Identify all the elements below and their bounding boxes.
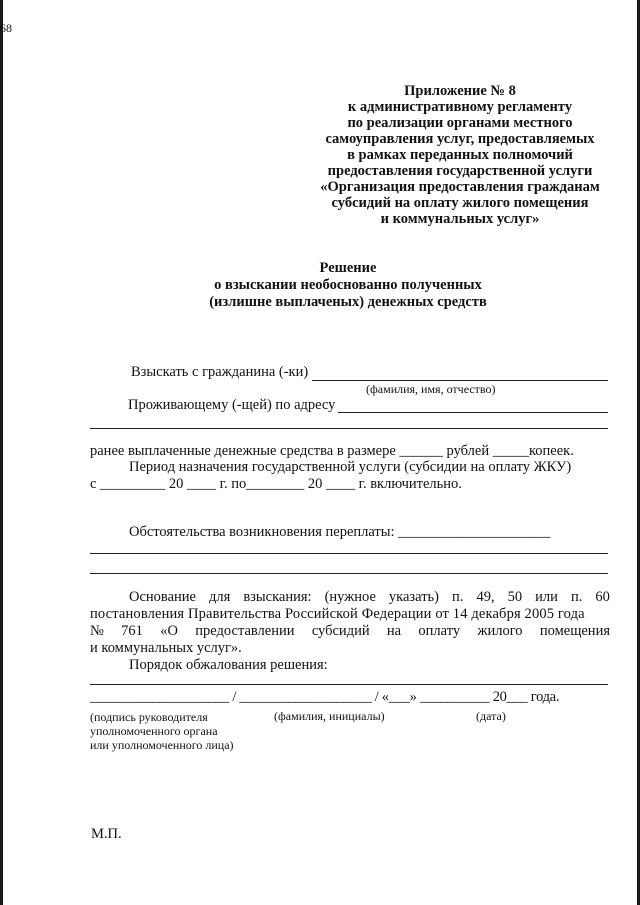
caption-date: (дата)	[476, 709, 506, 723]
basis-word: «О	[160, 623, 178, 639]
basis-word: указать)	[388, 589, 439, 605]
basis-word: жилого	[477, 623, 523, 639]
basis-word: (нужное	[324, 589, 376, 605]
basis-word: или	[535, 589, 558, 605]
basis-word: п.	[452, 589, 464, 605]
period-line: Период назначения государственной услуги (субсидии на оплату ЖКУ)	[129, 459, 572, 475]
address-label: Проживающему (-щей) по адресу	[128, 397, 336, 413]
basis-word: 49,	[476, 589, 495, 605]
signature-line: ____________________ / ___________________ / «___» __________ 20___ года.	[90, 689, 560, 705]
decision-subtitle: (излишне выплаченых) денежных средств	[209, 294, 487, 310]
amount-line: ранее выплаченные денежные средства в размере ______ рублей _____копеек.	[90, 443, 574, 459]
appendix-line: субсидий на оплату жилого помещения	[331, 195, 589, 211]
basis-word: п.	[570, 589, 583, 605]
decision-subtitle: о взыскании необоснованно полученных	[214, 277, 482, 293]
appendix-line: предоставления государственной услуги	[327, 163, 593, 179]
caption-sign: или уполномоченного лица)	[90, 738, 234, 752]
caption-name: (фамилия, инициалы)	[274, 709, 385, 723]
appeal-line	[90, 684, 608, 685]
caption-sign: уполномоченного органа	[90, 724, 218, 738]
caption-sign: (подпись руководителя	[90, 710, 208, 724]
appendix-line: в рамках переданных полномочий	[347, 147, 573, 163]
basis-word: помещения	[539, 623, 610, 639]
circumstances-line-2	[90, 573, 608, 574]
basis-word: взыскания:	[243, 589, 312, 605]
basis-word: предоставлении	[195, 623, 295, 639]
basis-word: для	[209, 589, 231, 605]
stamp-place: М.П.	[91, 826, 122, 842]
fio-field-line	[312, 380, 608, 381]
dates-line: с _________ 20 ____ г. по________ 20 ____ г. включительно.	[90, 476, 462, 492]
circumstances-label: Обстоятельства возникновения переплаты: _____________________	[129, 524, 551, 540]
basis-line-3	[90, 623, 610, 640]
basis-line-2: постановления Правительства Российской Федерации от 14 декабря 2005 года	[90, 606, 585, 622]
collect-from-label: Взыскать с гражданина (-ки)	[131, 364, 309, 380]
address-field-line-2	[90, 428, 608, 429]
basis-word: №	[90, 623, 104, 639]
basis-word: Основание	[129, 589, 196, 605]
basis-word: 50	[507, 589, 523, 605]
fio-caption: (фамилия, имя, отчество)	[366, 382, 496, 396]
basis-word: субсидий	[311, 623, 370, 639]
appendix-line: «Организация предоставления гражданам	[320, 179, 600, 195]
page-number: 68	[0, 21, 12, 35]
basis-word: 761	[121, 623, 143, 639]
appendix-line: самоуправления услуг, предоставляемых	[325, 131, 595, 147]
basis-line-4: и коммунальных услуг».	[90, 640, 242, 656]
circumstances-line-1	[90, 553, 608, 554]
appeal-label: Порядок обжалования решения:	[129, 657, 328, 673]
basis-word: на	[386, 623, 402, 639]
basis-word: 60	[595, 589, 610, 605]
address-field-line	[338, 412, 608, 413]
appendix-title: Приложение № 8	[404, 83, 516, 99]
appendix-line: и коммунальных услуг»	[380, 211, 540, 227]
page-edge-left	[0, 0, 3, 905]
appendix-line: к административному регламенту	[347, 99, 573, 115]
basis-word: оплату	[418, 623, 461, 639]
basis-line-1	[129, 589, 610, 606]
appendix-line: по реализации органами местного	[347, 115, 573, 131]
decision-title: Решение	[319, 260, 377, 276]
